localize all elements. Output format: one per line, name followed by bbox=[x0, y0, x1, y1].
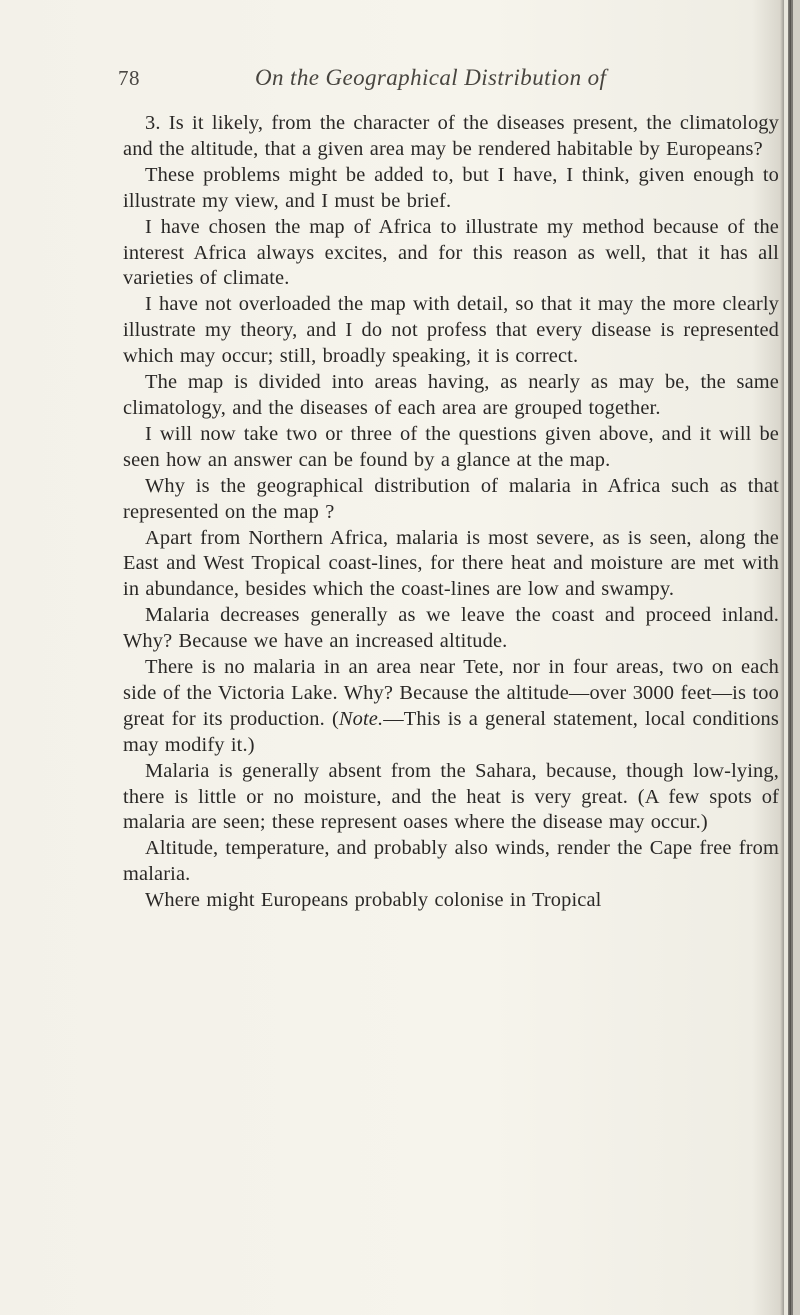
paragraph-cape: Altitude, temperature, and probably also winds, render the Cape free from malaria. bbox=[123, 837, 779, 886]
body-text bbox=[123, 111, 779, 914]
paragraph-question-3: 3. Is it likely, from the character of the diseases present, the climatology and the altitude, that a given area may be rendered habitable by Europeans? bbox=[123, 112, 779, 160]
paragraph-no-malaria-tete bbox=[123, 655, 779, 759]
paragraph-map-choice: I have chosen the map of Africa to illustrate my method because of the interest Africa always excites, and for this reason as well, that it has all varieties of climate. bbox=[123, 215, 779, 290]
running-title: On the Geographical Distribution of bbox=[255, 65, 607, 90]
paragraph-map-detail: I have not overloaded the map with detail, so that it may the more clearly illustrate my theory, and I do not profess that every disease is represented which may occur; still, broadly speaking, it is correct. bbox=[123, 293, 779, 368]
paragraph-coast-lines: Apart from Northern Africa, malaria is most severe, as is seen, along the East and West Tropical coast-lines, for there heat and moisture are met with in abundance, besides which the coast-lines are low and swampy. bbox=[123, 526, 779, 601]
paragraph-why-malaria: Why is the geographical distribution of malaria in Africa such as that represented on the map ? bbox=[123, 474, 779, 523]
note-text: —This is a general statement, local conditions may modify it.) bbox=[123, 707, 779, 756]
paragraph-problems: These problems might be added to, but I have, I think, given enough to illustrate my view, and I must be brief. bbox=[123, 163, 779, 212]
paragraph-no-malaria-tete-text: There is no malaria in an area near Tete, nor in four areas, two on each side of the Victoria Lake. Why? Because the altitude—over 3000 feet—is too great for its production. ( bbox=[123, 656, 779, 730]
binding-edge bbox=[784, 0, 800, 1315]
paragraph-questions: I will now take two or three of the questions given above, and it will be seen how an answer can be found by a glance at the map. bbox=[123, 422, 779, 471]
paragraph-sahara: Malaria is generally absent from the Sahara, because, though low-lying, there is little or no moisture, and the heat is very great. (A few spots of malaria are seen; these represent oases where the disease may occur.) bbox=[123, 759, 779, 834]
page-number: 78 bbox=[118, 66, 140, 90]
note-label: Note. bbox=[338, 707, 384, 730]
page-header bbox=[118, 63, 778, 103]
paragraph-map-areas: The map is divided into areas having, as nearly as may be, the same climatology, and the diseases of each area are grouped together. bbox=[123, 371, 779, 419]
paragraph-colonise: Where might Europeans probably colonise in Tropical bbox=[145, 889, 602, 912]
paragraph-malaria-decreases: Malaria decreases generally as we leave the coast and proceed inland. Why? Because we have an increased altitude. bbox=[123, 604, 779, 653]
